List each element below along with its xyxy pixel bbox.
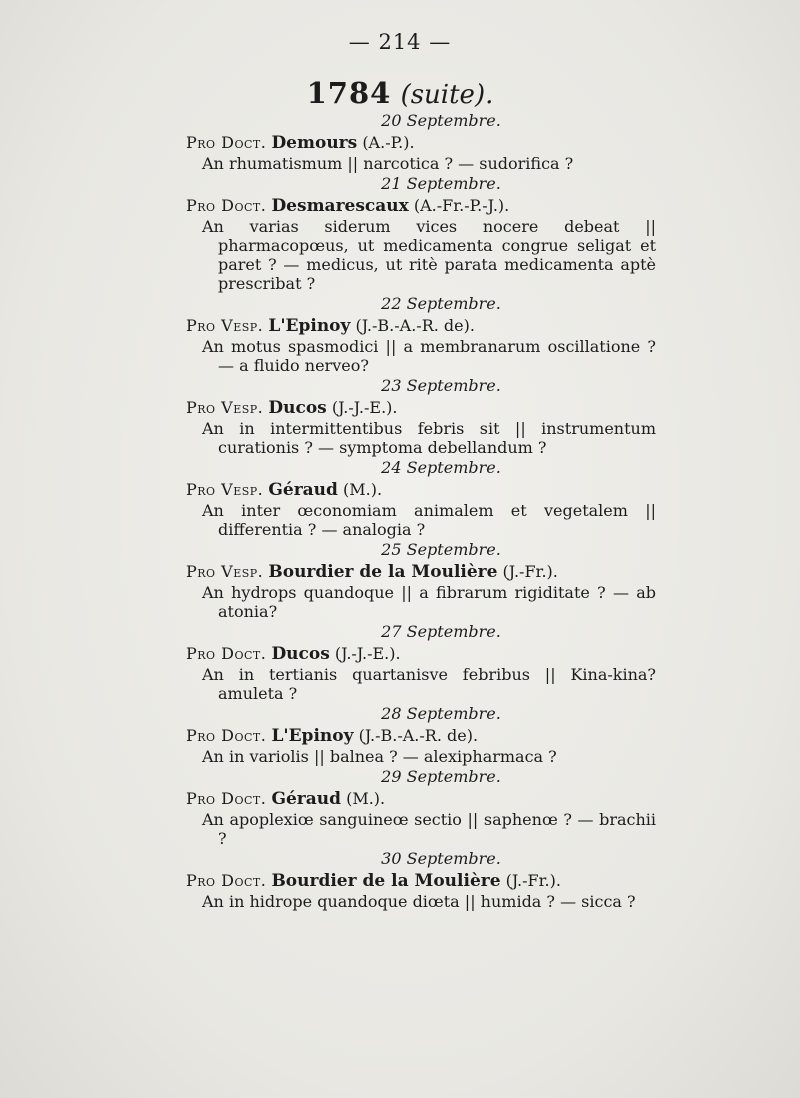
entry-heading — [186, 561, 656, 583]
entry-heading — [186, 195, 656, 217]
entry-name: L'Epinoy — [268, 316, 351, 336]
entry-thesis: An hydrops quandoque || a fibrarum rigiditate ? — ab atonia? — [202, 583, 656, 621]
entry-degree: Pro Doct. — [186, 789, 267, 808]
entry-degree: Pro Doct. — [186, 644, 267, 663]
thesis-entry — [186, 457, 656, 539]
entry-date: 30 Septembre. — [381, 849, 501, 868]
entry-date: 28 Septembre. — [381, 704, 501, 723]
thesis-list — [186, 110, 656, 911]
entry-heading — [186, 643, 656, 665]
entry-name: Géraud — [271, 789, 341, 809]
entry-date: 24 Septembre. — [381, 458, 501, 477]
entry-thesis: An rhumatismum || narcotica ? — sudorifica ? — [202, 154, 574, 173]
year-suite: (suite). — [400, 80, 494, 110]
entry-initials: (M.). — [343, 480, 383, 499]
thesis-entry — [186, 375, 656, 457]
entry-initials: (J.-J.-E.). — [331, 398, 398, 417]
entry-thesis: An in hidrope quandoque diœta || humida ? — sicca ? — [202, 892, 636, 911]
entry-heading — [186, 479, 656, 501]
entry-heading — [186, 788, 656, 810]
entry-degree: Pro Vesp. — [186, 480, 264, 499]
entry-degree: Pro Doct. — [186, 871, 267, 890]
entry-name: Bourdier de la Moulière — [268, 562, 498, 582]
page-number: — 214 — — [348, 30, 452, 54]
entry-heading — [186, 397, 656, 419]
thesis-entry — [186, 110, 656, 173]
entry-name: Bourdier de la Moulière — [271, 871, 501, 891]
thesis-entry — [186, 703, 656, 766]
entry-heading — [186, 315, 656, 337]
entry-date: 20 Septembre. — [381, 111, 501, 130]
thesis-entry — [186, 173, 656, 293]
entry-degree: Pro Vesp. — [186, 398, 264, 417]
entry-initials: (M.). — [346, 789, 386, 808]
entry-name: L'Epinoy — [271, 726, 354, 746]
thesis-entry — [186, 621, 656, 703]
entry-initials: (A.-P.). — [362, 133, 415, 152]
entry-date: 23 Septembre. — [381, 376, 501, 395]
entry-thesis: An motus spasmodici || a membranarum oscillatione ? — a fluido nerveo? — [202, 337, 656, 375]
entry-initials: (J.-Fr.). — [502, 562, 558, 581]
thesis-entry — [186, 848, 656, 911]
entry-degree: Pro Doct. — [186, 133, 267, 152]
entry-initials: (J.-Fr.). — [505, 871, 561, 890]
entry-date: 29 Septembre. — [381, 767, 501, 786]
entry-name: Demours — [271, 133, 358, 153]
entry-degree: Pro Doct. — [186, 726, 267, 745]
entry-degree: Pro Vesp. — [186, 316, 264, 335]
entry-heading — [186, 132, 656, 154]
entry-heading — [186, 725, 656, 747]
entry-thesis: An inter œconomiam animalem et vegetalem || differentia ? — analogia ? — [202, 501, 656, 539]
thesis-entry — [186, 539, 656, 621]
entry-date: 25 Septembre. — [381, 540, 501, 559]
thesis-entry — [186, 293, 656, 375]
entry-thesis: An apoplexiœ sanguineœ sectio || saphenœ ? — brachii ? — [202, 810, 656, 848]
entry-date: 22 Septembre. — [381, 294, 501, 313]
entry-degree: Pro Doct. — [186, 196, 267, 215]
entry-date: 21 Septembre. — [381, 174, 501, 193]
entry-heading — [186, 870, 656, 892]
entry-name: Ducos — [271, 644, 330, 664]
entry-thesis: An varias siderum vices nocere debeat || pharmacopœus, ut medicamenta congrue seligat et paret ? — medicus, ut ritè parata medicamenta aptè prescribat ? — [202, 217, 656, 293]
entry-initials: (J.-B.-A.-R. de). — [358, 726, 479, 745]
entry-initials: (J.-J.-E.). — [334, 644, 401, 663]
year-heading — [0, 76, 800, 110]
entry-initials: (J.-B.-A.-R. de). — [355, 316, 475, 335]
thesis-entry — [186, 766, 656, 848]
entry-name: Ducos — [268, 398, 327, 418]
entry-thesis: An in variolis || balnea ? — alexipharmaca ? — [202, 747, 557, 766]
entry-thesis: An in intermittentibus febris sit || instrumentum curationis ? — symptoma debellandum ? — [202, 419, 656, 457]
entry-thesis: An in tertianis quartanisve febribus || Kina-kina? amuleta ? — [202, 665, 656, 703]
entry-name: Géraud — [268, 480, 338, 500]
entry-date: 27 Septembre. — [381, 622, 501, 641]
entry-name: Desmarescaux — [271, 196, 409, 216]
entry-degree: Pro Vesp. — [186, 562, 264, 581]
year: 1784 — [306, 76, 392, 110]
entry-initials: (A.-Fr.-P.-J.). — [413, 196, 510, 215]
